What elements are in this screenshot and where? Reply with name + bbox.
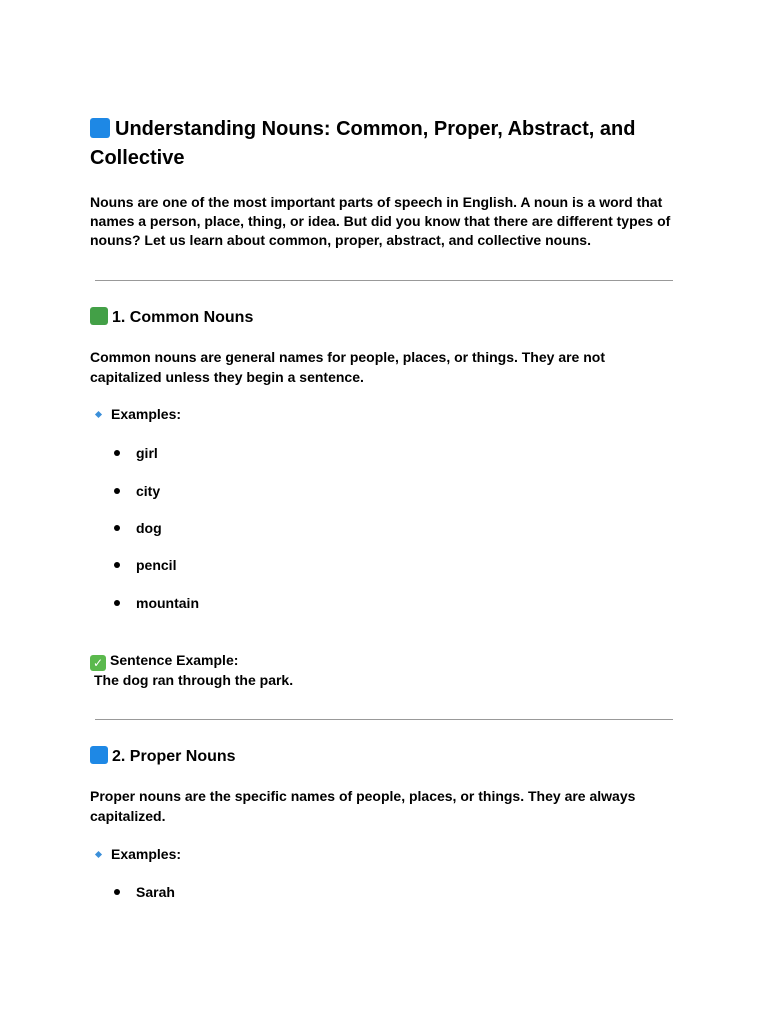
list-item-text: dog bbox=[136, 520, 162, 536]
list-item bbox=[113, 594, 199, 612]
small-blue-diamond-icon bbox=[95, 850, 102, 857]
bullet-icon bbox=[114, 889, 120, 895]
small-blue-diamond-icon bbox=[95, 410, 102, 417]
list-item-text: mountain bbox=[136, 595, 199, 611]
bullet-icon bbox=[114, 562, 120, 568]
list-item-text: city bbox=[136, 483, 161, 499]
bullet-icon bbox=[114, 450, 120, 456]
examples-label-text: Examples: bbox=[111, 846, 182, 862]
examples-label bbox=[96, 845, 181, 863]
section-heading-proper-nouns bbox=[90, 746, 236, 767]
sentence-label: Sentence Example: bbox=[110, 652, 239, 668]
page-title bbox=[90, 115, 690, 173]
green-square-icon bbox=[90, 307, 108, 325]
list-item-text: pencil bbox=[136, 557, 177, 573]
sentence-text: The dog ran through the park. bbox=[94, 672, 294, 688]
list-item bbox=[113, 883, 175, 901]
list-item-text: girl bbox=[136, 445, 158, 461]
section-description: Proper nouns are the specific names of people, places, or things. They are always capitalized. bbox=[90, 788, 636, 824]
section-divider bbox=[95, 280, 673, 281]
blue-square-icon bbox=[90, 118, 110, 138]
section-divider bbox=[95, 719, 673, 720]
section-heading-text: 1. Common Nouns bbox=[112, 309, 254, 326]
examples-label-text: Examples: bbox=[111, 406, 182, 422]
intro-paragraph: Nouns are one of the most important parts of speech in English. A noun is a word that names a person, place, thing, or idea. But did you know that there are different types of nouns? Let us learn about common, proper, abstract, and collective nouns. bbox=[90, 194, 671, 248]
list-item bbox=[113, 482, 160, 500]
section-heading-common-nouns bbox=[90, 307, 253, 328]
list-item bbox=[113, 444, 158, 462]
list-item-text: Sarah bbox=[136, 884, 175, 900]
section-description: Common nouns are general names for people, places, or things. They are not capitalized unless they begin a sentence. bbox=[90, 349, 605, 385]
sentence-example bbox=[90, 651, 293, 690]
list-item bbox=[113, 556, 176, 574]
section-heading-text: 2. Proper Nouns bbox=[112, 748, 236, 765]
bullet-icon bbox=[114, 600, 120, 606]
bullet-icon bbox=[114, 525, 120, 531]
bullet-icon bbox=[114, 488, 120, 494]
page-title-text: Understanding Nouns: Common, Proper, Abstract, and Collective bbox=[90, 118, 636, 169]
list-item bbox=[113, 519, 162, 537]
examples-label bbox=[96, 405, 181, 423]
blue-square-icon bbox=[90, 746, 108, 764]
sentence-label-line bbox=[90, 652, 238, 668]
check-mark-icon: ✓ bbox=[90, 655, 106, 671]
